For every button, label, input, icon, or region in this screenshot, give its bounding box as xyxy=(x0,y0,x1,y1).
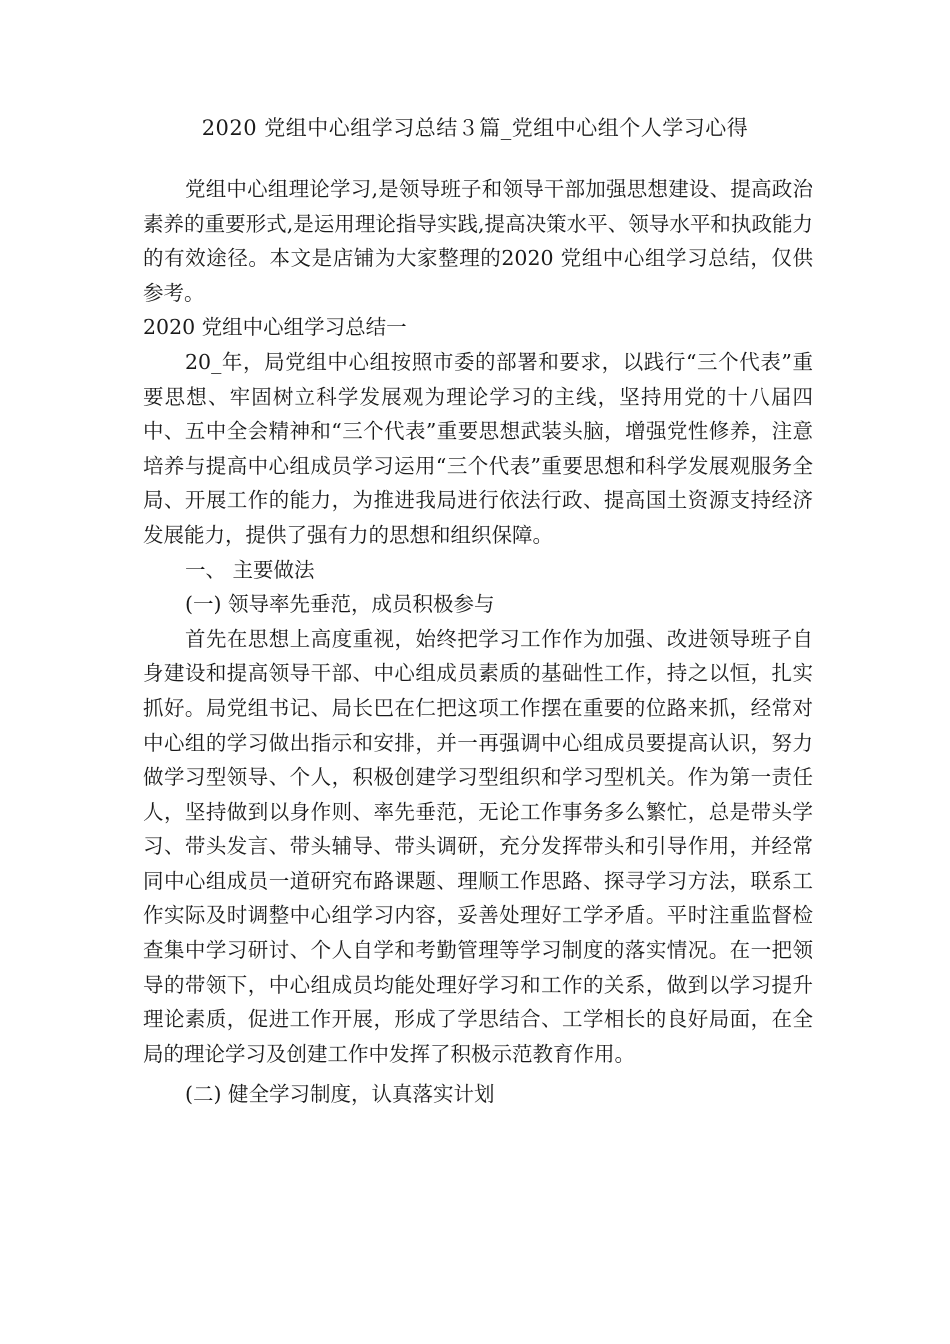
intro-paragraph: 党组中心组理论学习,是领导班子和领导干部加强思想建设、提高政治素养的重要形式,是运用理论指导实践,提高决策水平、领导水平和执政能力的有效途径。本文是店铺为大家整理的2020 党组中心组学习总结，仅供参考。 xyxy=(143,177,813,305)
main-practices-heading: 一、 主要做法 xyxy=(185,557,315,582)
document-body xyxy=(143,172,813,1112)
subheading-leadership: (一) 领导率先垂范，成员积极参与 xyxy=(185,592,495,617)
overview-paragraph: 20_年，局党组中心组按照市委的部署和要求，以践行“三个代表”重要思想、牢固树立科学发展观为理论学习的主线，坚持用党的十八届四中、五中全会精神和“三个代表”重要思想武装头脑，增强党性修养，注意培养与提高中心组成员学习运用“三个代表”重要思想和科学发展观服务全局、开展工作的能力，为推进我局进行依法行政、提高国土资源支持经济发展能力，提供了强有力的思想和组织保障。 xyxy=(143,349,813,547)
document-title: 2020 党组中心组学习总结３篇_党组中心组个人学习心得 xyxy=(201,116,749,140)
section-heading: 2020 党组中心组学习总结一 xyxy=(143,315,407,340)
subheading-study-system: (二) 健全学习制度，认真落实计划 xyxy=(185,1082,495,1107)
practice-detail-paragraph: 首先在思想上高度重视，始终把学习工作作为加强、改进领导班子自身建设和提高领导干部、中心组成员素质的基础性工作，持之以恒，扎实抓好。局党组书记、局长巴在仁把这项工作摆在重要的位路来抓，经常对中心组的学习做出指示和安排，并一再强调中心组成员要提高认识，努力做学习型领导、个人，积极创建学习型组织和学习型机关。作为第一责任人，坚持做到以身作则、率先垂范，无论工作事务多么繁忙，总是带头学习、带头发言、带头辅导、带头调研，充分发挥带头和引导作用，并经常同中心组成员一道研究布路课题、理顺工作思路、探寻学习方法，联系工作实际及时调整中心组学习内容，妥善处理好工学矛盾。平时注重监督检查集中学习研讨、个人自学和考勤管理等学习制度的落实情况。在一把领导的带领下，中心组成员均能处理好学习和工作的关系，做到以学习提升理论素质，促进工作开展，形成了学思结合、工学相长的良好局面，在全局的理论学习及创建工作中发挥了积极示范教育作用。 xyxy=(143,626,813,1066)
